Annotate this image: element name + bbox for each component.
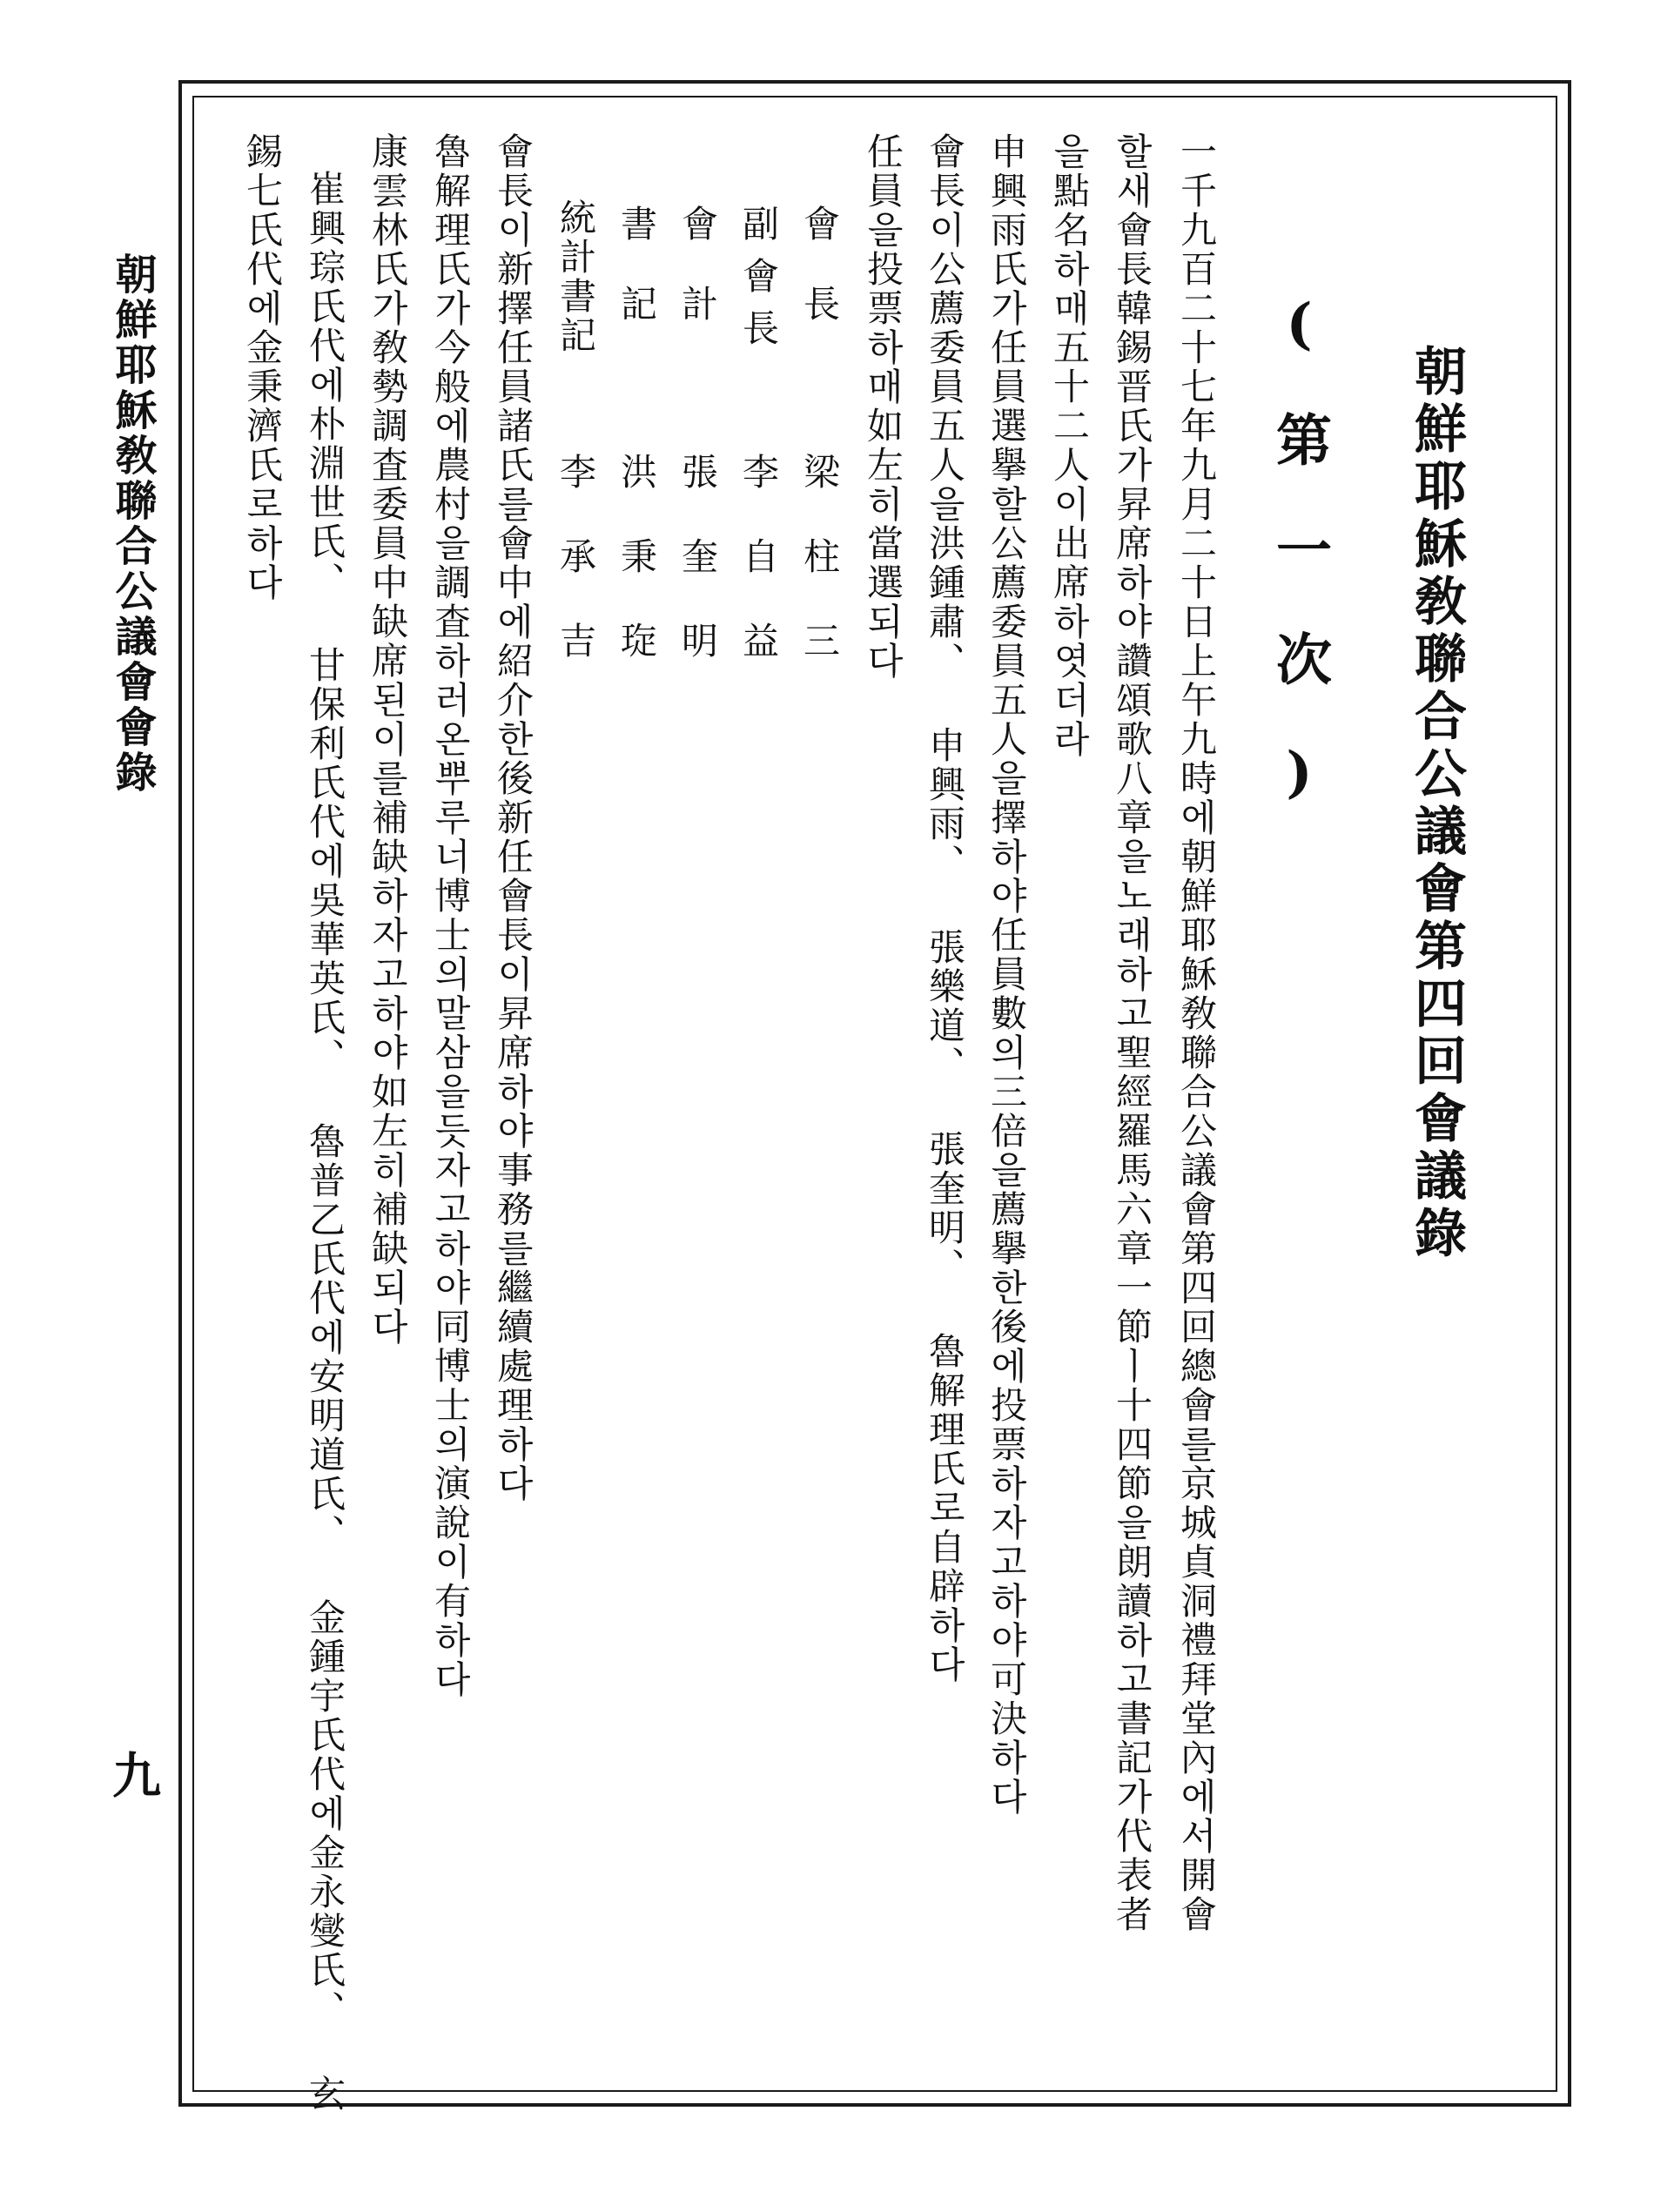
body-line-9: 康雲林氏가敎勢調査委員中缺席된이를補缺하자고하야如左히補缺되다	[366, 132, 409, 1347]
body-line-1: 一千九百二十七年九月二十日上午九時에朝鮮耶穌敎聯合公議會第四回總會를京城貞洞禮拜堂內에서開會	[1175, 132, 1218, 1934]
officer-name-treasurer: 張奎明	[676, 453, 719, 706]
page-number: 九	[104, 1750, 162, 1799]
running-title: 朝鮮耶穌敎聯合公議會會錄	[108, 252, 157, 796]
officer-title-statistics-secretary: 統計書記	[555, 198, 597, 355]
body-line-7: 會長이新擇任員諸氏를會中에紹介한後新任會長이昇席하야事務를繼續處理하다	[492, 132, 535, 1503]
officer-name-president: 梁柱三	[798, 453, 841, 706]
body-line-11: 錫七氏代에金秉濟氏로하다	[241, 132, 284, 602]
body-line-10: 崔興琮氏代에朴淵世氏、 甘保利氏代에吳華英氏、 魯普乙氏代에安明道氏、 金鍾宇氏代에金永燮氏、 玄	[304, 170, 346, 2114]
officer-title-secretary: 書記	[615, 205, 658, 365]
document-title: 朝鮮耶穌敎聯合公議會第四回會議錄	[1406, 344, 1467, 1263]
body-line-8: 魯解理氏가今般에農村을調査하러온뿌루너博士의말삼을듯자고하야同博士의演說이有하다	[429, 132, 472, 1699]
officer-name-vice-president: 李自益	[737, 453, 780, 706]
section-heading: (第一次)	[1267, 292, 1332, 859]
body-line-2: 할새會長韓錫晋氏가昇席하야讚頌歌八章을노래하고聖經羅馬六章一節ㅣ十四節을朗讀하고書記가代表者	[1111, 132, 1153, 1934]
body-line-4: 申興雨氏가任員選擧할公薦委員五人을擇하야任員數의三倍을薦擧한後에投票하자고하야可決하다	[985, 132, 1028, 1817]
body-line-6: 任員을投票하매如左히當選되다	[862, 132, 904, 681]
officer-name-statistics-secretary: 李承吉	[555, 453, 597, 706]
officer-title-treasurer: 會計	[676, 205, 719, 365]
officer-title-president: 會長	[798, 205, 841, 365]
officer-name-secretary: 洪秉琁	[615, 453, 658, 706]
officer-title-vice-president: 副會長	[737, 205, 780, 361]
body-line-5: 會長이公薦委員五人을洪鍾肅、 申興雨、 張樂道、 張奎明、 魯解理氏로自辟하다	[924, 132, 966, 1684]
body-line-3: 을點名하매五十二人이出席하엿더라	[1048, 132, 1091, 759]
